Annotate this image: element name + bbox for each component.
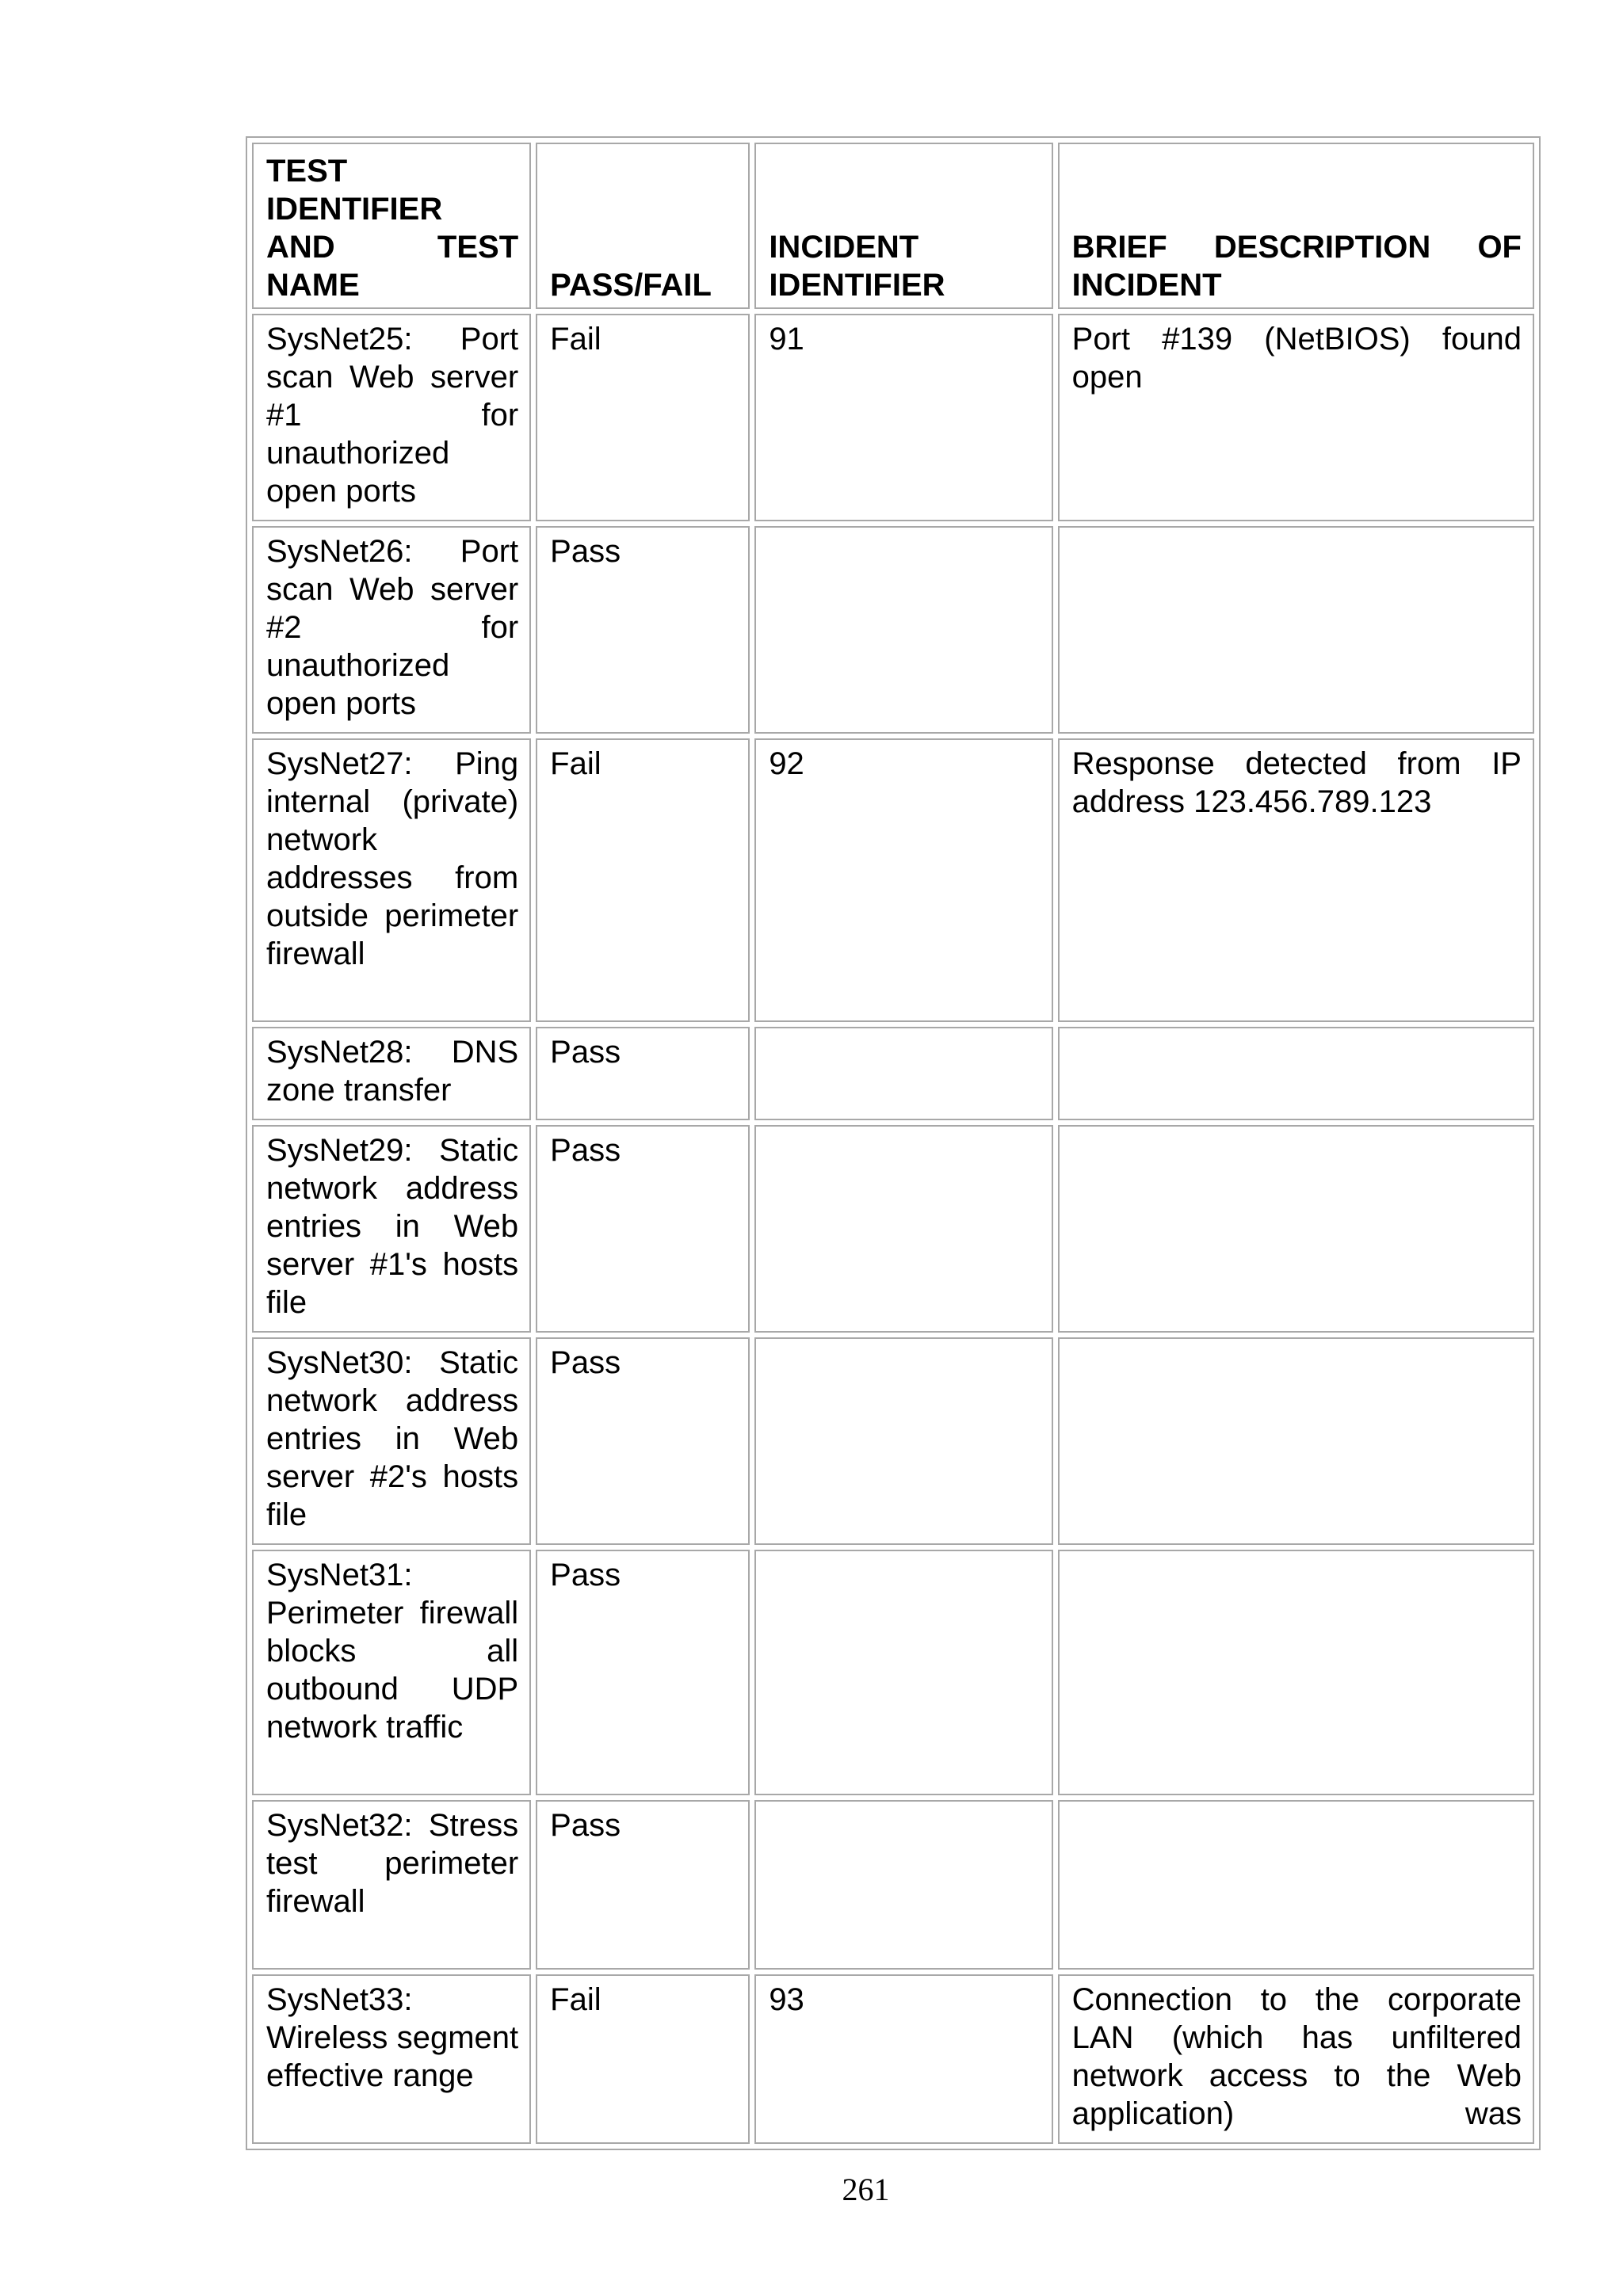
test-name-cell: SysNet25: Port scan Web server #1 for unauthorized open ports — [252, 314, 531, 521]
result-cell: Fail — [536, 1974, 750, 2144]
table-row — [252, 1550, 1534, 1795]
page-content — [246, 136, 1541, 2150]
description-cell — [1058, 1550, 1534, 1795]
test-results-table — [246, 136, 1541, 2150]
result-cell: Pass — [536, 526, 750, 734]
table-row — [252, 1800, 1534, 1970]
description-cell — [1058, 1337, 1534, 1545]
incident-id-cell: 92 — [754, 738, 1052, 1022]
test-name-cell: SysNet31: Perimeter firewall blocks all outbound UDP network traffic — [252, 1550, 531, 1795]
incident-id-cell — [754, 526, 1052, 734]
result-cell: Pass — [536, 1125, 750, 1333]
page-number: 261 — [842, 2172, 890, 2207]
incident-id-cell — [754, 1337, 1052, 1545]
description-cell: Response detected from IP address 123.456.789.123 — [1058, 738, 1534, 1022]
description-cell — [1058, 1027, 1534, 1120]
test-name-cell: SysNet28: DNS zone transfer — [252, 1027, 531, 1120]
incident-id-cell — [754, 1125, 1052, 1333]
result-cell: Pass — [536, 1550, 750, 1795]
incident-id-cell — [754, 1800, 1052, 1970]
description-cell: Port #139 (NetBIOS) found open — [1058, 314, 1534, 521]
test-name-cell: SysNet27: Ping internal (private) network addresses from outside perimeter firewall — [252, 738, 531, 1022]
test-name-cell: SysNet29: Static network address entries in Web server #1's hosts file — [252, 1125, 531, 1333]
test-name-cell: SysNet32: Stress test perimeter firewall — [252, 1800, 531, 1970]
description-cell: Connection to the corporate LAN (which has unfiltered network access to the Web application) was — [1058, 1974, 1534, 2144]
table-row — [252, 1337, 1534, 1545]
incident-id-cell — [754, 1550, 1052, 1795]
table-header-row — [252, 143, 1534, 309]
table-row — [252, 738, 1534, 1022]
table-row — [252, 314, 1534, 521]
header-incident-identifier: INCIDENT IDENTIFIER — [754, 143, 1052, 309]
result-cell: Pass — [536, 1027, 750, 1120]
incident-id-cell: 91 — [754, 314, 1052, 521]
header-pass-fail: PASS/FAIL — [536, 143, 750, 309]
description-cell — [1058, 1125, 1534, 1333]
incident-id-cell: 93 — [754, 1974, 1052, 2144]
test-name-cell: SysNet33: Wireless segment effective range — [252, 1974, 531, 2144]
result-cell: Fail — [536, 738, 750, 1022]
description-cell — [1058, 526, 1534, 734]
description-cell — [1058, 1800, 1534, 1970]
table-row — [252, 1027, 1534, 1120]
header-test-identifier: TEST IDENTIFIER AND TEST NAME — [252, 143, 531, 309]
incident-id-cell — [754, 1027, 1052, 1120]
test-name-cell: SysNet30: Static network address entries in Web server #2's hosts file — [252, 1337, 531, 1545]
header-description: BRIEF DESCRIPTION OF INCIDENT — [1058, 143, 1534, 309]
result-cell: Pass — [536, 1337, 750, 1545]
table-row — [252, 1974, 1534, 2144]
result-cell: Pass — [536, 1800, 750, 1970]
table-row — [252, 526, 1534, 734]
table-row — [252, 1125, 1534, 1333]
test-name-cell: SysNet26: Port scan Web server #2 for unauthorized open ports — [252, 526, 531, 734]
result-cell: Fail — [536, 314, 750, 521]
